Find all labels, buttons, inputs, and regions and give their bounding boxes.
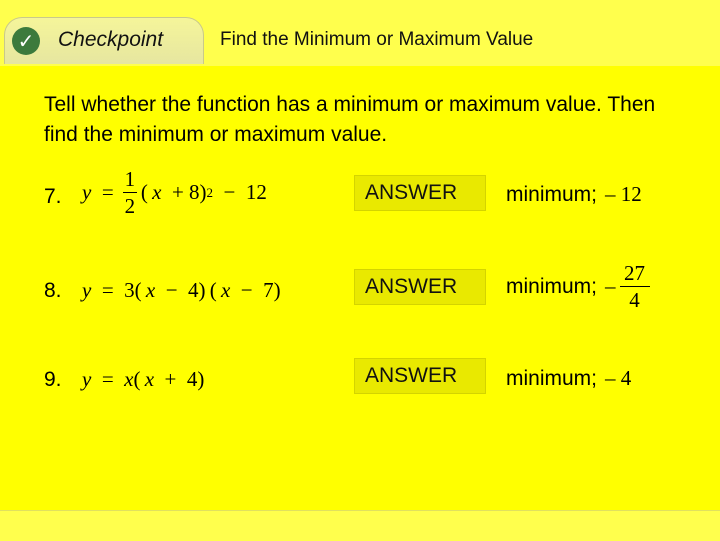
footer-bar: [0, 510, 720, 541]
answer-9-text: minimum;: [506, 366, 598, 390]
answer-8-sign: –: [605, 274, 616, 298]
check-icon: ✓: [12, 27, 40, 55]
problem-9-number: 9.: [44, 368, 62, 391]
answer-8-text: minimum;: [506, 274, 598, 298]
problem-7-answer: [506, 182, 642, 207]
problem-9-answer: [506, 366, 631, 391]
page-title: Find the Minimum or Maximum Value: [220, 29, 534, 50]
checkpoint-label: Checkpoint: [58, 28, 164, 51]
answer-8-fraction: $\frac{27}{4}$: [620, 262, 650, 311]
problem-7-number: 7.: [44, 185, 62, 208]
answer-7-value: – 12: [605, 182, 642, 206]
fraction-one-half: $\frac{1}{2}$: [124, 167, 136, 218]
answer-button-8[interactable]: ANSWER: [355, 270, 485, 304]
problem-9-equation: y = x ( x + 4): [82, 367, 205, 391]
problem-8-number: 8.: [44, 279, 62, 302]
answer-button-7[interactable]: ANSWER: [355, 176, 485, 210]
problem-8-answer: [506, 262, 654, 311]
answer-7-text: minimum;: [506, 182, 598, 206]
problem-7-equation: y = $\frac{1}{2}$ ( x + 8) 2 − 12: [82, 167, 267, 218]
instructions-text: Tell whether the function has a minimum or maximum value. Then find the minimum or maximum value.: [44, 93, 656, 146]
problem-8-equation: y = 3( x − 4) ( x − 7): [82, 278, 281, 302]
answer-button-9[interactable]: ANSWER: [355, 359, 485, 393]
answer-8-value: [605, 262, 654, 311]
answer-9-value: – 4: [605, 366, 632, 390]
